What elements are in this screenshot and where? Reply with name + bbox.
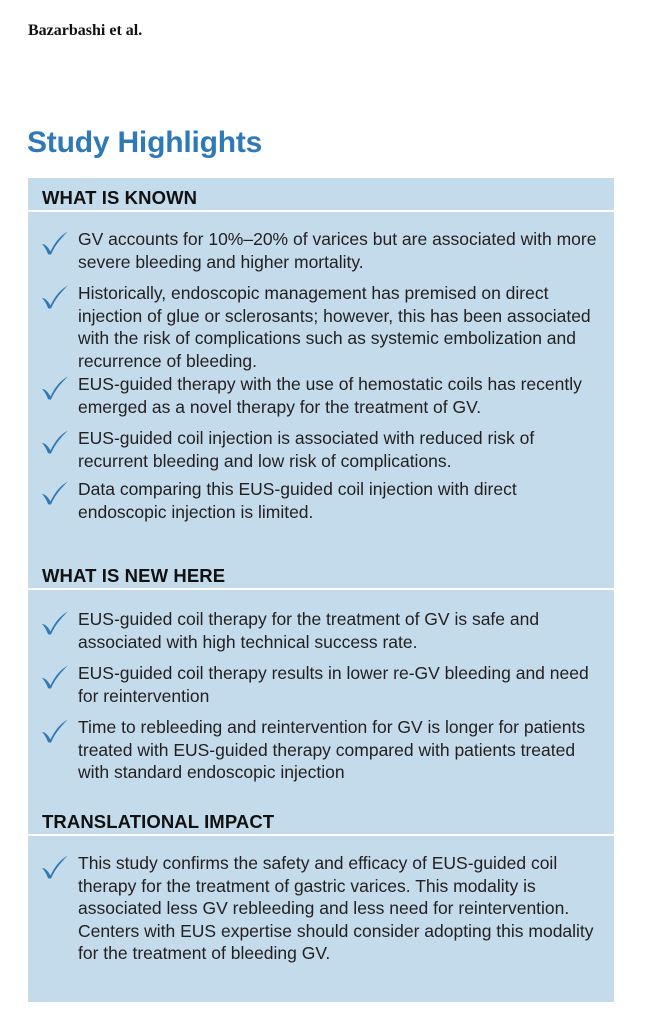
list-item: [28, 662, 614, 716]
checkmark-icon: [40, 610, 70, 636]
section-body-what-is-new-here: [28, 608, 614, 788]
section-heading-translational-impact: [28, 802, 614, 836]
checkmark-icon: [40, 375, 70, 401]
checkmark-icon: [40, 230, 70, 256]
section-body-what-is-known: [28, 228, 614, 528]
list-item: [28, 852, 614, 965]
list-item: [28, 427, 614, 478]
section-heading-label: TRANSLATIONAL IMPACT: [42, 811, 275, 832]
list-item: [28, 282, 614, 373]
checkmark-icon: [40, 664, 70, 690]
section-body-translational-impact: [28, 852, 614, 965]
section-heading-what-is-new-here: [28, 556, 614, 590]
page-title: Study Highlights: [27, 126, 263, 159]
list-item-text: EUS-guided therapy with the use of hemostatic coils has recently emerged as a novel therapy for the treatment of GV.: [78, 374, 582, 417]
section-heading-label: WHAT IS NEW HERE: [42, 565, 226, 586]
section-heading-label: WHAT IS KNOWN: [42, 187, 198, 208]
list-item-text: GV accounts for 10%–20% of varices but are associated with more severe bleeding and higher mortality.: [78, 229, 597, 272]
list-item: [28, 373, 614, 427]
list-item-text: EUS-guided coil injection is associated with reduced risk of recurrent bleeding and low risk of complications.: [78, 428, 535, 471]
list-item-text: EUS-guided coil therapy results in lower re-GV bleeding and need for reintervention: [78, 663, 589, 706]
section-heading-what-is-known: [28, 178, 614, 212]
list-item: [28, 228, 614, 282]
list-item: [28, 716, 614, 788]
highlights-box: [28, 178, 614, 1002]
checkmark-icon: [40, 480, 70, 506]
running-header-author: Bazarbashi et al.: [28, 22, 143, 39]
checkmark-icon: [40, 854, 70, 880]
list-item: [28, 478, 614, 528]
list-item-text: This study confirms the safety and efficacy of EUS-guided coil therapy for the treatment of gastric varices. This modality is associated less GV rebleeding and less need for reintervention. Centers with EUS expertise should consider adopting this modality for the treatment of bleeding GV.: [78, 853, 594, 963]
list-item-text: EUS-guided coil therapy for the treatment of GV is safe and associated with high technical success rate.: [78, 609, 540, 652]
list-item-text: Data comparing this EUS-guided coil injection with direct endoscopic injection is limited.: [78, 479, 517, 522]
list-item-text: Historically, endoscopic management has premised on direct injection of glue or sclerosants; however, this has been associated with the risk of complications such as systemic embolization and recurrence of bleeding.: [78, 283, 591, 371]
checkmark-icon: [40, 429, 70, 455]
list-item-text: Time to rebleeding and reintervention for GV is longer for patients treated with EUS-guided therapy compared with patients treated with standard endoscopic injection: [78, 717, 586, 782]
checkmark-icon: [40, 284, 70, 310]
list-item: [28, 608, 614, 662]
checkmark-icon: [40, 718, 70, 744]
